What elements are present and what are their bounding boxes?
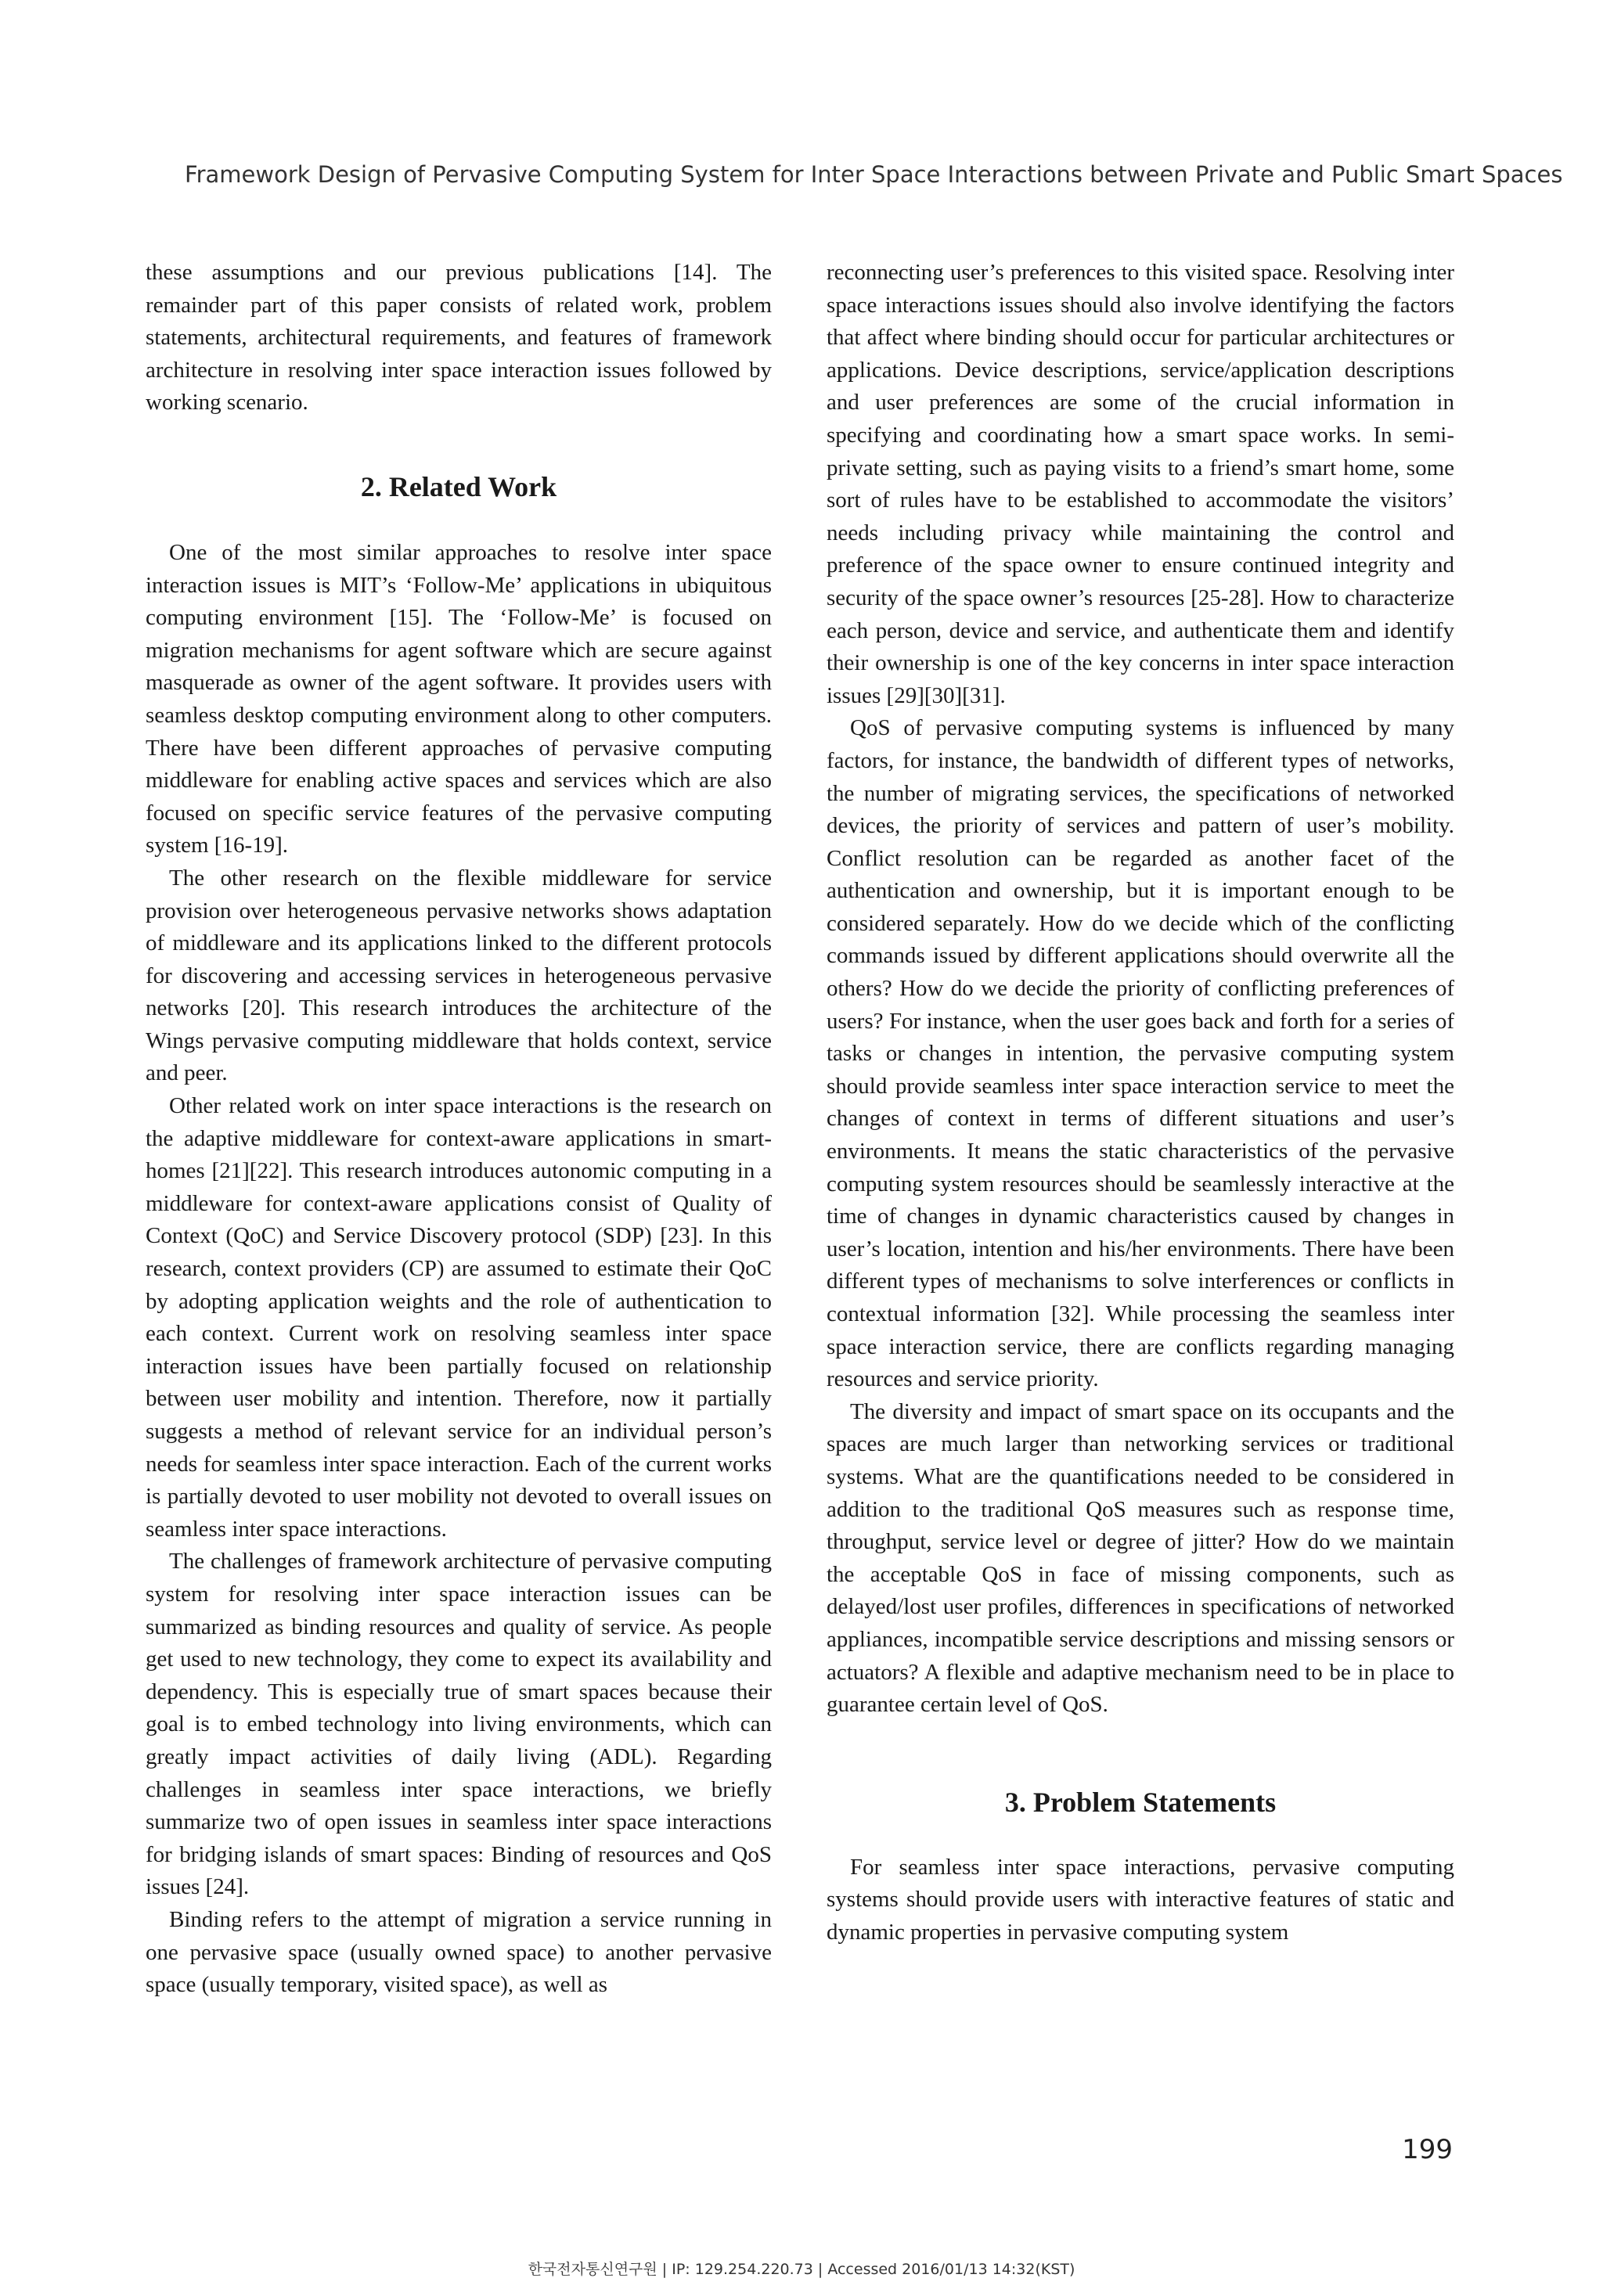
body-paragraph: QoS of pervasive computing systems is influenced by many factors, for instance, the bandwidth of different types of networks, the number of migrating services, the specifications of networked devices, the priority of services and pattern of user’s mobility. Conflict resolution can be regarded as another facet of the authentication and ownership, but it is important enough to be considered separately. How do we decide which of the conflicting commands issued by different applications should overwrite all the others? How do we decide the priority of conflicting preferences of users? For instance, when the user goes back and forth for a series of tasks or changes in intention, the pervasive computing system should provide seamless inter space interaction service to meet the changes of context in terms of different situations and user’s environments. It means the static characteristics of the pervasive computing system resources should be seamlessly interactive at the time of changes in dynamic characteristics caused by changes in user’s location, intention and his/her environments. There have been different types of mechanisms to solve interferences or conflicts in contextual information [32]. While processing the seamless inter space interaction service, there are conflicts regarding managing resources and service priority.	[827, 715, 1454, 1392]
body-paragraph: The other research on the flexible middleware for service provision over heterogeneous pervasive networks shows adaptation of middleware and its applications linked to the different protocols for discovering and accessing services in heterogeneous pervasive networks [20]. This research introduces the architecture of the Wings pervasive computing middleware that holds context, service and peer.	[146, 865, 772, 1086]
body-paragraph: For seamless inter space interactions, pervasive computing systems should provide users with interactive features of static and dynamic properties in pervasive computing system	[827, 1854, 1454, 1945]
right-column	[827, 257, 1454, 1949]
section-heading-problem-statements: 3. Problem Statements	[1004, 1786, 1277, 1818]
body-paragraph: reconnecting user’s preferences to this visited space. Resolving inter space interactions issues should also involve identifying the factors that affect where binding should occur for particular architectures or applications. Device descriptions, service/application descriptions and user preferences are some of the crucial information in specifying and coordinating how a smart space works. In semi-private setting, such as paying visits to a friend’s smart home, some sort of rules have to be established to accommodate the visitors’ needs including privacy while maintaining the control and preference of the space owner to ensure continued integrity and security of the space owner’s resources [25-28]. How to characterize each person, device and service, and authenticate them and identify their ownership is one of the key concerns in inter space interaction issues [29][30][31].	[827, 260, 1454, 708]
body-paragraph: Binding refers to the attempt of migration a service running in one pervasive space (usually owned space) to another pervasive space (usually temporary, visited space), as well as	[146, 1906, 772, 1998]
body-paragraph: The challenges of framework architecture of pervasive computing system for resolving inter space interaction issues can be summarized as binding resources and quality of service. As people get used to new technology, they come to expect its availability and dependency. This is especially true of smart spaces because their goal is to embed technology into living environments, which can greatly impact activities of daily living (ADL). Regarding challenges in seamless inter space interactions, we briefly summarize two of open issues in seamless inter space interactions for bridging islands of smart spaces: Binding of resources and QoS issues [24].	[146, 1549, 772, 1900]
body-paragraph: Other related work on inter space interactions is the research on the adaptive middleware for context-aware applications in smart-homes [21][22]. This research introduces autonomic computing in a middleware for context-aware applications consist of Quality of Context (QoC) and Service Discovery protocol (SDP) [23]. In this research, context providers (CP) are assumed to estimate their QoC by adopting application weights and the role of authentication to each context. Current work on resolving seamless inter space interaction issues have been partially focused on relationship between user mobility and intention. Therefore, now it partially suggests a method of relevant service for an individual person’s needs for seamless inter space interaction. Each of the current works is partially devoted to user mobility not devoted to overall issues on seamless inter space interactions.	[146, 1093, 772, 1542]
body-paragraph: One of the most similar approaches to resolve inter space interaction issues is MIT’s ‘Follow-Me’ applications in ubiquitous computing environment [15]. The ‘Follow-Me’ is focused on migration mechanisms for agent software which are secure against masquerade as owner of the agent software. It provides users with seamless desktop computing environment along to other computers. There have been different approaches of pervasive computing middleware for enabling active spaces and services which are also focused on specific service features of the pervasive computing system [16-19].	[146, 539, 772, 858]
page-number: 199	[1402, 2134, 1453, 2165]
section-heading-related-work: 2. Related Work	[360, 470, 557, 502]
body-paragraph: The diversity and impact of smart space on its occupants and the spaces are much larger than networking services or traditional systems. What are the quantifications needed to be considered in addition to the traditional QoS measures such as response time, throughput, service level or degree of jitter? How do we maintain the acceptable QoS in face of missing components, such as delayed/lost user profiles, differences in specifications of networked appliances, incompatible service descriptions and missing sensors or actuators? A flexible and adaptive mechanism need to be in place to guarantee certain level of QoS.	[827, 1398, 1454, 1718]
running-header: Framework Design of Pervasive Computing System for Inter Space Interactions between Private and Public Smart Spaces	[185, 161, 1563, 188]
left-column	[146, 257, 772, 2002]
intro-paragraph: these assumptions and our previous publications [14]. The remainder part of this paper consists of related work, problem statements, architectural requirements, and features of framework architecture in resolving inter space interaction issues followed by working scenario.	[146, 260, 772, 416]
access-footer: 한국전자통신연구원 | IP: 129.254.220.73 | Accessed 2016/01/13 14:32(KST)	[528, 2261, 1075, 2278]
